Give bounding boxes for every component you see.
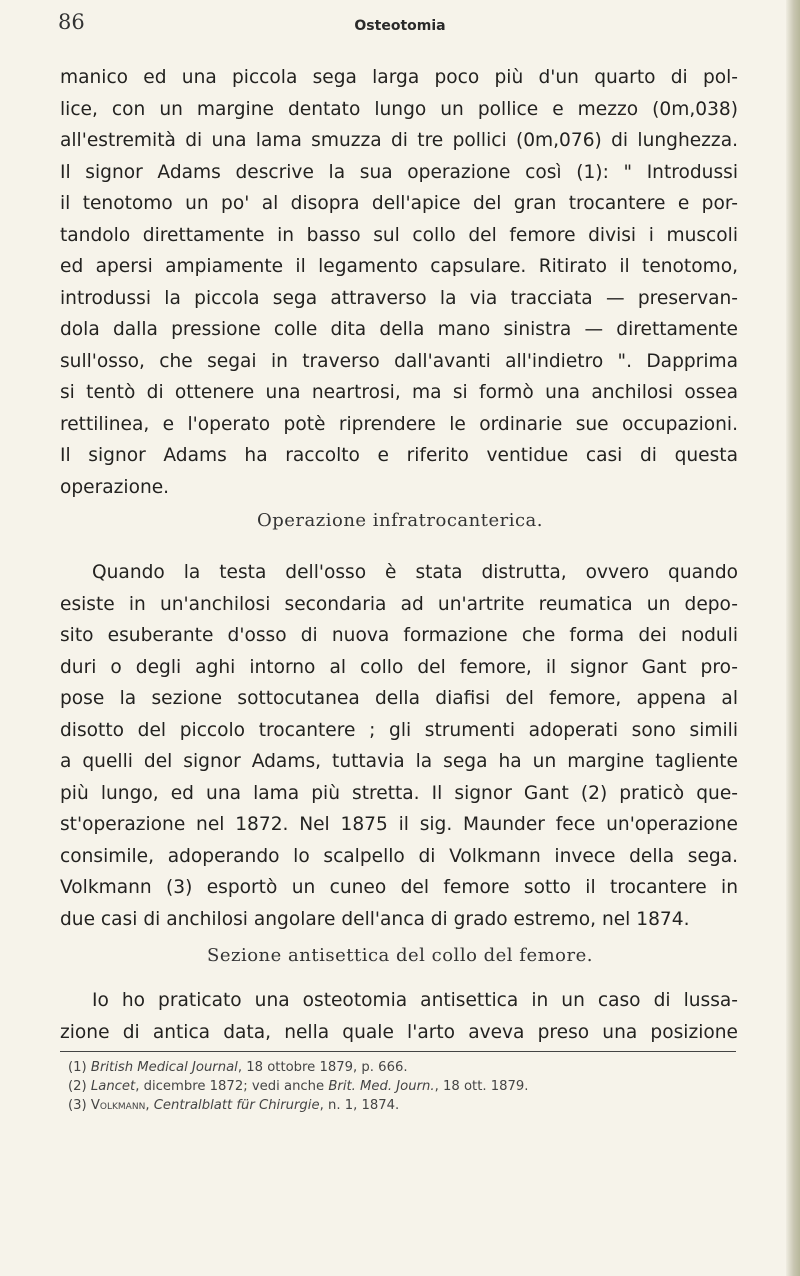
- text-line: introdussi la piccola sega attraverso la via tracciata — preservan-: [60, 287, 738, 309]
- text-line: due casi di anchilosi angolare dell'anca di grado estremo, nel 1874.: [60, 908, 690, 930]
- text-line: operazione.: [60, 476, 170, 498]
- text-line: disotto del piccolo trocantere ; gli strumenti adoperati sono simili: [60, 719, 738, 741]
- running-head: Osteotomia: [354, 18, 446, 34]
- text-line: st'operazione nel 1872. Nel 1875 il sig. Maunder fece un'operazione: [60, 814, 738, 835]
- text-line: Volkmann (3) esportò un cuneo del femore sotto il trocantere in: [60, 877, 738, 898]
- footnote-1: (1) British Medical Journal, 18 ottobre 1879, p. 666.: [68, 1060, 408, 1075]
- text-line: Il signor Adams descrive la sua operazione così (1): " Introdussi: [60, 161, 738, 183]
- text-line: sull'osso, che segai in traverso dall'avanti all'indietro ". Dapprima: [60, 350, 738, 372]
- paragraph-1: [60, 62, 738, 503]
- text-line: pose la sezione sottocutanea della diafisi del femore, appena al: [60, 688, 738, 709]
- text-line: a quelli del signor Adams, tuttavia la sega ha un margine tagliente: [60, 751, 738, 772]
- text-line: Io ho praticato una osteotomia antisettica in un caso di lussa-: [92, 990, 738, 1011]
- text-line: lice, con un margine dentato lungo un pollice e mezzo (0m,038): [60, 98, 738, 120]
- text-line: esiste in un'anchilosi secondaria ad un'artrite reumatica un depo-: [60, 593, 738, 615]
- footnote-rule: [60, 1051, 736, 1052]
- paragraph-3: [60, 985, 738, 1048]
- text-line: sito esuberante d'osso di nuova formazione che forma dei noduli: [60, 625, 738, 646]
- footnote-2: (2) Lancet, dicembre 1872; vedi anche Brit. Med. Journ., 18 ott. 1879.: [68, 1079, 529, 1094]
- text-line: zione di antica data, nella quale l'arto aveva preso una posizione: [60, 1021, 738, 1043]
- text-line: all'estremità di una lama smuzza di tre pollici (0m,076) di lunghezza.: [60, 130, 738, 151]
- text-line: rettilinea, e l'operato potè riprendere le ordinarie sue occupazioni.: [60, 413, 738, 435]
- footnote-3: (3) Volkmann, Centralblatt für Chirurgie, n. 1, 1874.: [68, 1098, 400, 1113]
- text-line: ed apersi ampiamente il legamento capsulare. Ritirato il tenotomo,: [60, 256, 738, 277]
- text-line: dola dalla pressione colle dita della mano sinistra — direttamente: [60, 319, 738, 340]
- section-heading-antisettica: Sezione antisettica del collo del femore.: [207, 945, 593, 966]
- text-line: tandolo direttamente in basso sul collo del femore divisi i muscoli: [60, 224, 738, 246]
- page-number: 86: [58, 10, 85, 34]
- page-edge: [786, 0, 800, 1276]
- text-line: consimile, adoperando lo scalpello di Volkmann invece della sega.: [60, 845, 738, 867]
- text-line: Il signor Adams ha raccolto e riferito ventidue casi di questa: [60, 445, 738, 466]
- footnotes: [60, 1058, 738, 1115]
- text-line: Quando la testa dell'osso è stata distrutta, ovvero quando: [92, 562, 738, 583]
- text-line: si tentò di ottenere una neartrosi, ma si formò una anchilosi ossea: [60, 382, 738, 403]
- text-line: il tenotomo un po' al disopra dell'apice del gran trocantere e por-: [60, 193, 738, 214]
- paragraph-2: [60, 557, 738, 935]
- text-line: più lungo, ed una lama più stretta. Il signor Gant (2) praticò que-: [60, 782, 738, 804]
- section-heading-infratrocanterica: Operazione infratrocanterica.: [256, 510, 544, 531]
- text-line: duri o degli aghi intorno al collo del femore, il signor Gant pro-: [60, 656, 738, 678]
- text-line: manico ed una piccola sega larga poco più d'un quarto di pol-: [60, 67, 738, 88]
